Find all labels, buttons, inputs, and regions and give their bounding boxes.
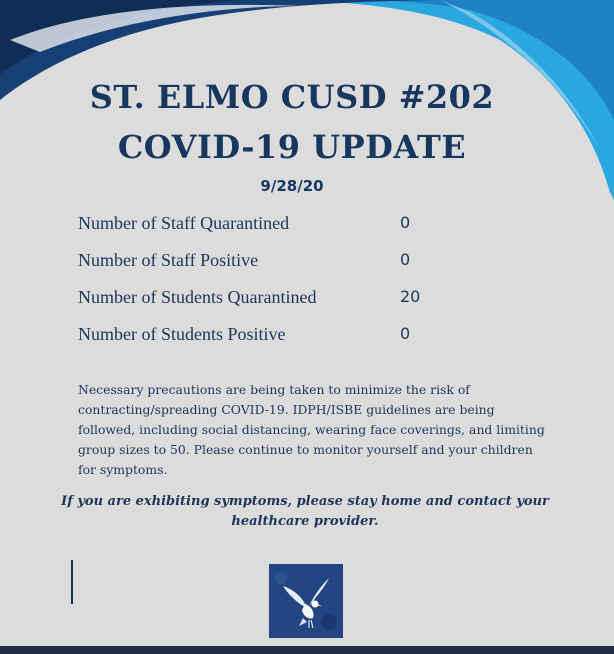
stat-value: 20: [400, 287, 421, 306]
stat-value: 0: [400, 250, 411, 269]
bottom-bar: [0, 646, 614, 654]
paragraph-line: contracting/spreading COVID-19. IDPH/ISBE guidelines are being: [78, 402, 495, 417]
stat-label: Number of Students Positive: [78, 324, 286, 344]
page-subtitle: COVID-19 UPDATE: [117, 128, 467, 166]
paragraph-line: Necessary precautions are being taken to minimize the risk of: [78, 382, 470, 397]
stat-row-staff-quarantined: [78, 213, 498, 235]
stat-label: Number of Staff Quarantined: [78, 213, 290, 233]
precautions-paragraph: [78, 380, 545, 480]
stat-row-students-positive: [78, 324, 498, 346]
text-cursor: [71, 560, 73, 604]
symptoms-callout: [60, 492, 550, 532]
paragraph-line: followed, including social distancing, wearing face coverings, and limiting: [78, 422, 545, 437]
stat-row-staff-positive: [78, 250, 498, 272]
update-date: 9/28/20: [260, 177, 324, 195]
eagle-logo-icon: [269, 564, 343, 638]
paragraph-line: for symptoms.: [78, 462, 168, 477]
page-title: ST. ELMO CUSD #202: [89, 78, 495, 116]
stat-value: 0: [400, 324, 411, 343]
stat-label: Number of Students Quarantined: [78, 287, 317, 307]
stat-row-students-quarantined: [78, 287, 498, 309]
paragraph-line: group sizes to 50. Please continue to monitor yourself and your children: [78, 442, 533, 457]
callout-line: healthcare provider.: [231, 514, 379, 529]
callout-line: If you are exhibiting symptoms, please stay home and contact your: [61, 494, 549, 509]
stat-label: Number of Staff Positive: [78, 250, 259, 270]
stat-value: 0: [400, 213, 411, 232]
